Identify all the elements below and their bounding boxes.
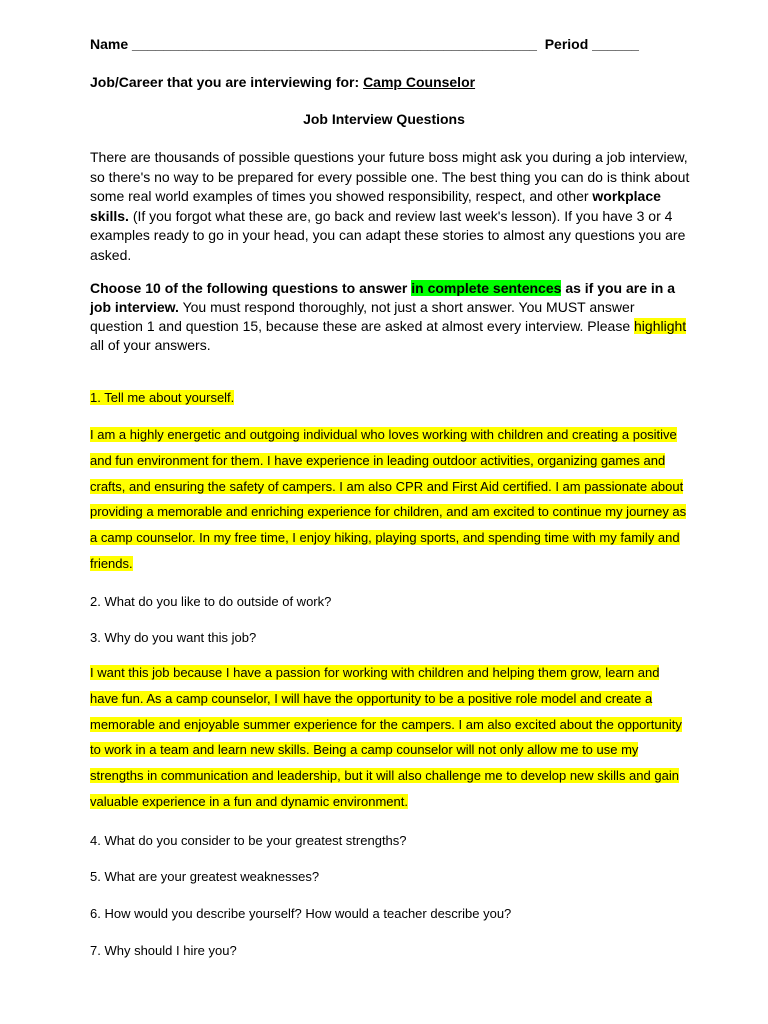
question-1-text: 1. Tell me about yourself. (90, 390, 235, 405)
period-label: Period (544, 36, 589, 52)
intro-bold: workplace skills. (90, 188, 661, 224)
page-title: Job Interview Questions (303, 111, 465, 127)
instructions-bold-1: Choose 10 of the following questions to answer (90, 280, 408, 296)
question-6: 6. How would you describe yourself? How would a teacher describe you? (90, 906, 512, 921)
job-career-title: Camp Counselor (363, 74, 476, 90)
name-blank: ____________________________________________________ (132, 36, 537, 52)
instructions-highlight-word: highlight (634, 318, 687, 334)
answer-1-text: I am a highly energetic and outgoing individual who loves working with children and creating a positive and fun environment for them. I have experience in leading outdoor activities, organizing games and crafts, and ensuring the safety of campers. I am also CPR and First Aid certified. I am passionate about providing a memorable and enriching experience for children, and am excited to continue my journey as a camp counselor. In my free time, I enjoy hiking, playing sports, and spending time with my family and friends. (90, 427, 687, 571)
job-career-line (90, 74, 475, 90)
answer-1 (90, 422, 690, 577)
question-4: 4. What do you consider to be your greatest strengths? (90, 833, 407, 848)
question-5: 5. What are your greatest weaknesses? (90, 869, 320, 884)
instructions-bold-2: as if you are in a job interview. (90, 280, 676, 315)
name-label: Name (90, 36, 129, 52)
question-7: 7. Why should I hire you? (90, 943, 237, 958)
intro-text-1: There are thousands of possible questions your future boss might ask you during a job interview, so there's no way to be prepared for every possible one. The best thing you can do is think about some real world examples of times you showed responsibility, respect, and other (90, 149, 690, 204)
answer-3 (90, 660, 690, 815)
intro-text-2: (If you forgot what these are, go back and review last week's lesson). If you have 3 or 4 examples ready to go in your head, you can adapt these stories to almost any questions you are asked. (90, 207, 686, 263)
question-2: 2. What do you like to do outside of work? (90, 594, 332, 609)
name-period-line (90, 36, 639, 52)
period-blank: ______ (592, 36, 639, 52)
question-1 (90, 390, 690, 405)
instructions-paragraph (90, 279, 690, 355)
instructions-text-2: all of your answers. (90, 337, 211, 353)
answer-3-text: I want this job because I have a passion for working with children and helping them grow, learn and have fun. As a camp counselor, I will have the opportunity to be a positive role model and create a memorable and enjoyable summer experience for the campers. I am also excited about the opportunity to work in a team and learn new skills. Being a camp counselor will not only allow me to use my strengths in communication and leadership, but it will also challenge me to develop new skills and gain valuable experience in a fun and dynamic environment. (90, 665, 682, 809)
instructions-text-1: You must respond thoroughly, not just a short answer. You MUST answer question 1 and question 15, because these are asked at almost every interview. Please (90, 299, 635, 334)
instructions-green-highlight: in complete sentences (411, 280, 562, 296)
job-career-prefix: Job/Career that you are interviewing for: (90, 74, 360, 90)
intro-paragraph (90, 148, 690, 265)
question-3: 3. Why do you want this job? (90, 630, 257, 645)
